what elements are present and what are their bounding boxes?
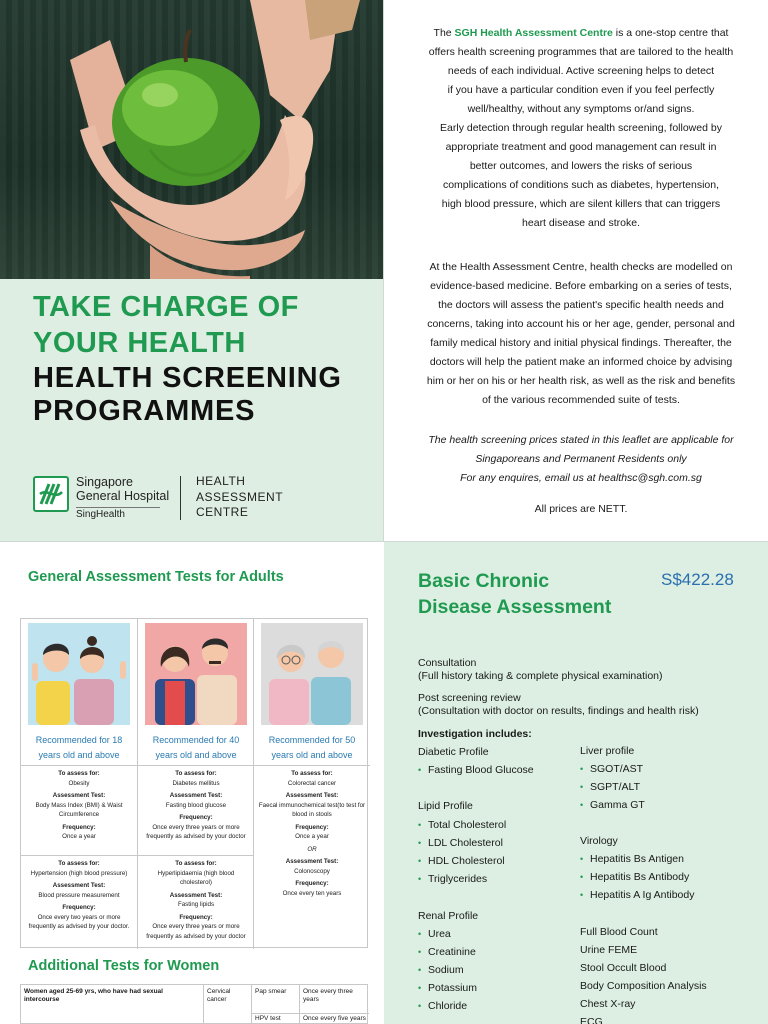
list-item: • Gamma GT (580, 796, 645, 814)
virology-profile: Virology (580, 835, 618, 847)
list-item: Chest X-ray (580, 998, 636, 1010)
renal-profile: Renal Profile (418, 910, 479, 922)
list-item: • Hepatitis A Ig Antibody (580, 886, 695, 904)
enquiries-email: For any enquires, email us at healthsc@sgh.com.sg (460, 472, 702, 484)
elderly-couple-illustration (261, 623, 363, 725)
sgh-logo (33, 474, 363, 522)
diabetic-items (418, 761, 534, 779)
centre-name: HEALTH ASSESSMENT CENTRE (196, 474, 284, 519)
post-screening-review-text: Post screening review (Consultation with doctor on results, findings and health risk) (418, 692, 699, 717)
list-item: • Sodium (418, 961, 477, 979)
consultation-text: Consultation (Full history taking & complete physical examination) (418, 657, 663, 682)
lipid-items (418, 816, 506, 888)
women-test-cell: Pap smear HPV test (251, 985, 299, 1024)
cover-title-green: TAKE CHARGE OF YOUR HEALTH (33, 291, 299, 359)
women-group-cell: Women aged 25-69 yrs, who have had sexual intercourse (24, 988, 163, 1003)
women-frequency-cell: Once every three years Once every five years (299, 985, 369, 1024)
diabetes-cell: To assess for: Diabetes mellitus Assessment Test: Fasting blood glucose Frequency: Once every three years or more frequently as advised by your doctor (138, 765, 254, 855)
age-40-recommendation: Recommended for 40 years old and above (152, 735, 240, 760)
intro-paragraph-1: The SGH Health Assessment Centre is a one-stop centre that offers health screening programmes that are tailored to the health needs of each individual. Active screening helps to detect if you have a particular condition even if you feel perfectly well/healthy, without any symptoms or/and signs. Early detection through regular health screening, followed by appropriate treatment and good management can result in better outcomes, and lowers the risks of serious complications of conditions such as diabetes, hypertension, high blood pressure, which are silent killers that can triggers heart disease and stroke. (428, 27, 734, 229)
lipid-profile: Lipid Profile (418, 800, 473, 812)
liver-items (580, 760, 645, 814)
cover-title-black: HEALTH SCREENING PROGRAMMES (33, 362, 342, 427)
list-item: • Potassium (418, 979, 477, 997)
list-item: Stool Occult Blood (580, 962, 667, 974)
general-tests-title: General Assessment Tests for Adults (28, 569, 284, 585)
list-item: Body Composition Analysis (580, 980, 707, 992)
age-50-recommendation: Recommended for 50 years old and above (268, 735, 356, 760)
sgh-hac-highlight: SGH Health Assessment Centre (454, 27, 613, 39)
list-item: • Hepatitis Bs Antigen (580, 850, 695, 868)
intro-panel (384, 0, 768, 541)
list-item: Urine FEME (580, 944, 638, 956)
cover-panel (0, 0, 384, 541)
list-item: • Fasting Blood Glucose (418, 761, 534, 779)
investigation-label: Investigation includes: (418, 728, 532, 740)
liver-profile: Liver profile (580, 745, 635, 757)
basic-chronic-title: Basic Chronic Disease Assessment (418, 570, 612, 618)
list-item: • LDL Cholesterol (418, 834, 506, 852)
age-50-column (253, 619, 369, 949)
general-tests-table (20, 618, 368, 948)
list-item: • Hepatitis Bs Antibody (580, 868, 695, 886)
middle-aged-couple-illustration (145, 623, 247, 725)
list-item: • SGOT/AST (580, 760, 645, 778)
list-item: Full Blood Count (580, 926, 658, 938)
singhealth-label: SingHealth (76, 507, 160, 520)
list-item: • Total Cholesterol (418, 816, 506, 834)
other-tests (580, 923, 707, 1024)
list-item: • Urea (418, 925, 477, 943)
basic-chronic-price: S$422.28 (661, 570, 734, 589)
hypertension-cell: To assess for: Hypertension (high blood pressure) Assessment Test: Blood pressure measurement Frequency: Once every two years or more frequently as advised by your doctor. (21, 855, 137, 949)
virology-items (580, 850, 695, 904)
women-tests-table (20, 984, 368, 1024)
price-applicability-note: The health screening prices stated in this leaflet are applicable for Singaporeans and Permanent Residents only For any enquires, email us at healthsc@sgh.com.sg (400, 431, 762, 488)
basic-chronic-panel (384, 541, 768, 1024)
list-item: • HDL Cholesterol (418, 852, 506, 870)
colorectal-cell: To assess for: Colorectal cancer Assessment Test: Faecal immunochemical test(to test for blood in stools Frequency: Once a year OR Assessment Test: Colonoscopy Frequency: Once every ten years (254, 765, 370, 949)
intro-paragraph-2: At the Health Assessment Centre, health checks are modelled on evidence-based medicine. Before embarking on a series of tests, the doctors will assess the patient's specific health needs and concerns, taking into account his or her age, gender, personal and family medical history and initial physical findings. Thereafter, the doctors will help the patient make an informed choice by advising him or her on his or her health risk, as well as the risk and benefits of the various recommended suite of tests. (426, 261, 736, 406)
prices-nett-note: All prices are NETT. (534, 503, 628, 515)
renal-items (418, 925, 477, 1015)
list-item: • SGPT/ALT (580, 778, 645, 796)
sgh-logo-mark-icon (33, 476, 69, 512)
hands-holding-apple-photo (0, 0, 384, 279)
age-40-column (137, 619, 253, 949)
young-couple-illustration (28, 623, 130, 725)
diabetic-profile: Diabetic Profile (418, 746, 489, 758)
general-tests-panel (0, 541, 384, 1024)
women-tests-title: Additional Tests for Women (28, 958, 220, 974)
list-item: • Chloride (418, 997, 477, 1015)
obesity-cell: To assess for: Obesity Assessment Test: Body Mass Index (BMI) & Waist Circumference Frequency: Once a year (21, 765, 137, 855)
age-18-recommendation: Recommended for 18 years old and above (35, 735, 123, 760)
age-18-column (21, 619, 137, 949)
list-item: ECG (580, 1016, 603, 1024)
list-item: • Creatinine (418, 943, 477, 961)
hyperlipidaemia-cell: To assess for: Hyperlipidaemia (high blood cholesterol) Assessment Test: Fasting lipids Frequency: Once every three years or more frequently as advised by your doctor (138, 855, 254, 949)
list-item: • Triglycerides (418, 870, 506, 888)
hospital-name: Singapore General Hospital (76, 475, 170, 503)
cervical-cancer-cell: Cervical cancer (203, 985, 251, 1024)
